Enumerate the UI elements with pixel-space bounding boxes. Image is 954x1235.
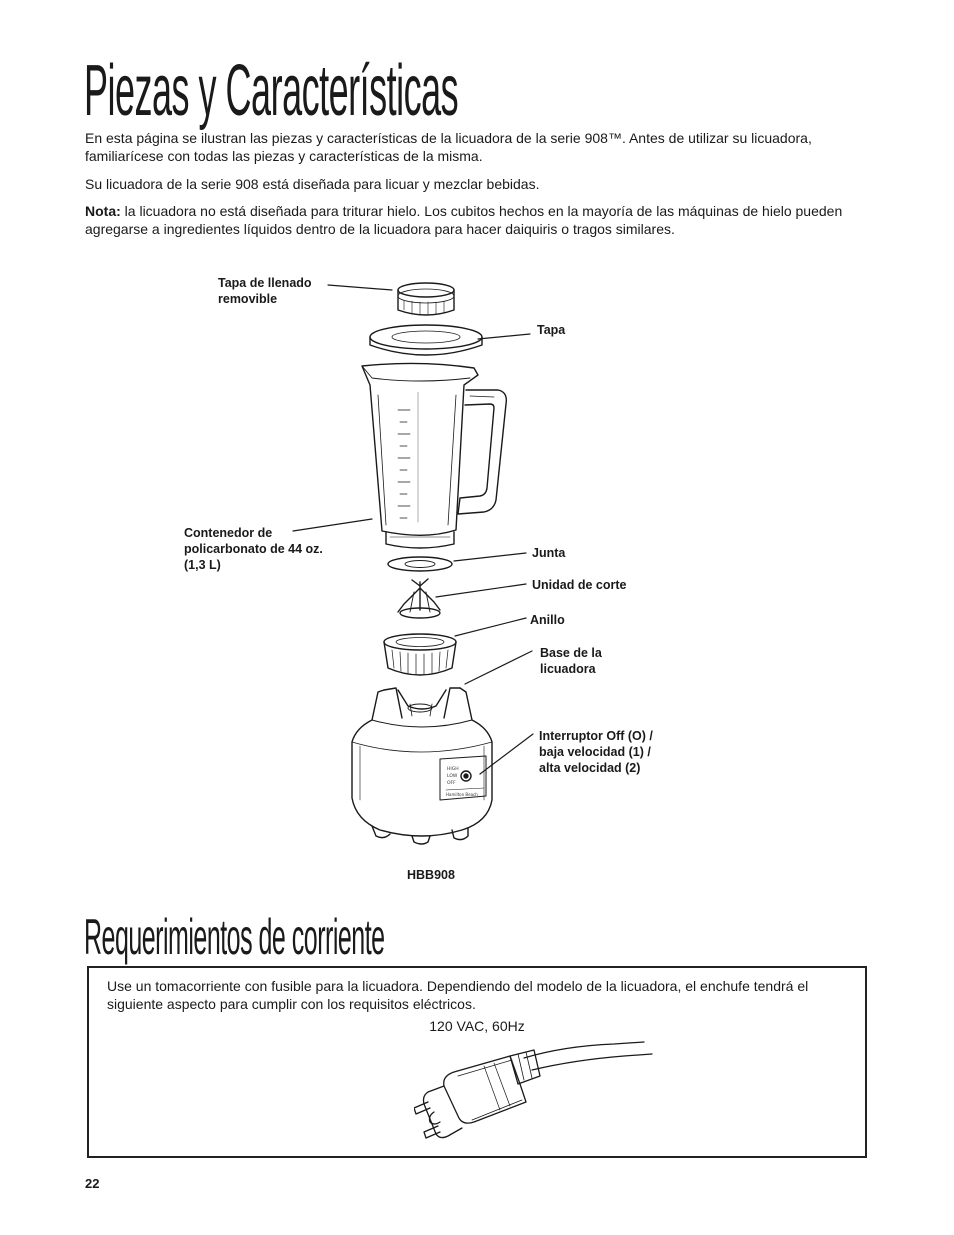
intro-paragraph-2: Su licuadora de la serie 908 está diseñada para licuar y mezclar bebidas. <box>85 176 540 192</box>
leader-lines <box>293 285 533 774</box>
switch-mark-low: LOW <box>447 774 458 779</box>
voltage-label: 120 VAC, 60Hz <box>429 1018 525 1034</box>
page-number: 22 <box>85 1176 100 1191</box>
switch-mark-off: OFF <box>447 781 456 786</box>
power-section-title: Requerimientos de corriente <box>84 909 385 965</box>
lid-part <box>370 325 482 355</box>
fill-cap-part <box>398 283 454 315</box>
power-requirements-box <box>87 966 867 1158</box>
label-container: Contenedor de policarbonato de 44 oz. (1,3 L) <box>184 526 323 572</box>
brand-mark: Hamilton Beach <box>446 792 478 797</box>
blender-base-part <box>352 688 492 844</box>
ring-part <box>384 634 456 675</box>
note-label: Nota: <box>85 203 121 219</box>
note-text: la licuadora no está diseñada para triturar hielo. Los cubitos hechos en la mayoría de las máquinas de hielo pueden agregarse a ingredientes líquidos dentro de la licuadora para hacer daiquiris o tragos similares. <box>85 203 843 237</box>
page-title: Piezas y Características <box>84 51 459 131</box>
label-switch: Interruptor Off (O) / baja velocidad (1) / alta velocidad (2) <box>539 729 653 775</box>
cutting-unit-part <box>398 579 440 618</box>
model-number: HBB908 <box>407 868 455 882</box>
gasket-part <box>388 557 452 571</box>
label-cutting-unit: Unidad de corte <box>532 578 627 592</box>
label-ring: Anillo <box>530 613 565 627</box>
label-gasket: Junta <box>532 546 566 560</box>
label-lid: Tapa <box>537 323 566 337</box>
container-jar-part <box>362 363 506 548</box>
label-base-collar: Base de la licuadora <box>540 646 602 676</box>
label-fill-cap: Tapa de llenado removible <box>218 276 312 306</box>
power-text: Use un tomacorriente con fusible para la licuadora. Dependiendo del modelo de la licuadora, el enchufe tendrá el siguiente aspecto para cumplir con los requisitos eléctricos. <box>107 978 809 1012</box>
plug-icon <box>414 1036 674 1156</box>
intro-paragraph: En esta página se ilustran las piezas y características de la licuadora de la serie 908™. Antes de utilizar su licuadora, familiarícese con todas las piezas y características de la misma. <box>85 130 812 164</box>
switch-marks <box>446 766 478 797</box>
switch-mark-high: HIGH <box>447 767 459 772</box>
